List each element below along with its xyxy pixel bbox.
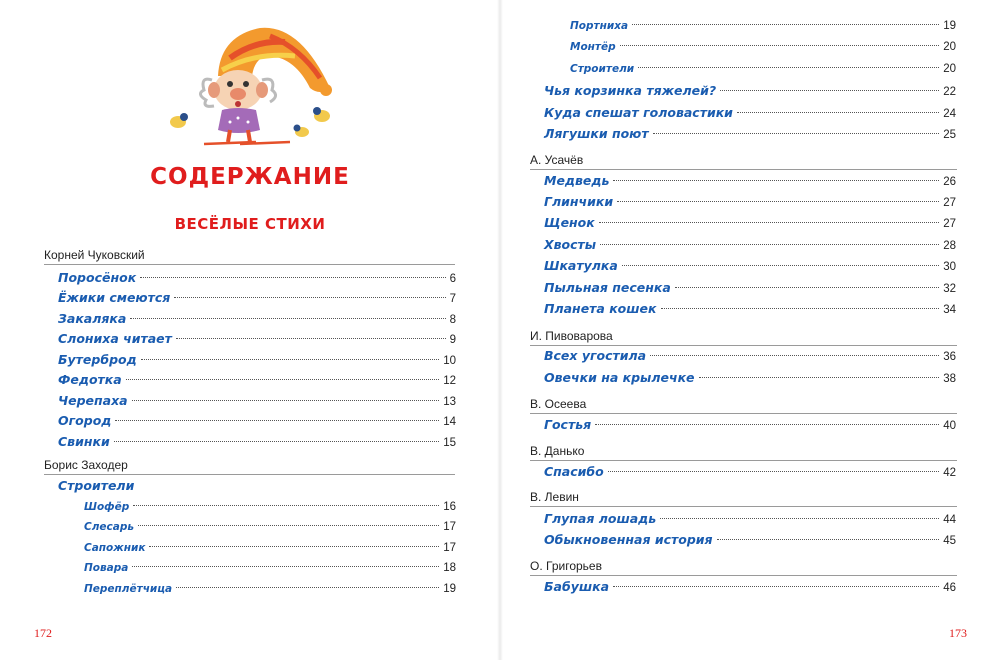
- toc-subentry[interactable]: [84, 580, 456, 598]
- dot-leader: [622, 265, 939, 266]
- dot-leader: [132, 400, 440, 401]
- entry-title: Бабушка: [544, 579, 610, 594]
- dot-leader: [595, 424, 939, 425]
- toc-entry[interactable]: [544, 416, 956, 434]
- author-rule: [530, 345, 957, 346]
- entry-title: Портниха: [570, 20, 629, 32]
- entry-title: Свинки: [58, 434, 110, 449]
- toc-subentry[interactable]: [84, 498, 456, 516]
- entry-title: Щенок: [544, 215, 595, 230]
- author-rule: [44, 474, 455, 475]
- toc-entry[interactable]: [58, 371, 456, 389]
- entry-page: 6: [449, 273, 456, 285]
- dot-leader: [737, 112, 939, 113]
- dot-leader: [632, 24, 939, 25]
- entry-page: 28: [943, 240, 956, 252]
- entry-page: 44: [943, 514, 956, 526]
- dot-leader: [115, 420, 439, 421]
- gnome-illustration: [160, 18, 340, 148]
- entry-page: 17: [443, 542, 456, 554]
- toc-subentry[interactable]: [570, 17, 956, 35]
- left-page: [0, 0, 500, 660]
- toc-entry[interactable]: [544, 300, 956, 318]
- toc-entry[interactable]: [544, 214, 956, 232]
- toc-entry[interactable]: [544, 193, 956, 211]
- author-name: И. Пивоварова: [530, 329, 613, 343]
- dot-leader: [613, 180, 939, 181]
- dot-leader: [141, 359, 439, 360]
- entry-page: 30: [943, 261, 956, 273]
- dot-leader: [140, 277, 445, 278]
- toc-entry[interactable]: [544, 82, 956, 100]
- entry-title: Куда спешат головастики: [544, 105, 733, 120]
- dot-leader: [699, 377, 940, 378]
- dot-leader: [660, 518, 939, 519]
- dot-leader: [653, 133, 940, 134]
- entry-title: Планета кошек: [544, 301, 657, 316]
- entry-page: 45: [943, 535, 956, 547]
- toc-entry[interactable]: [544, 279, 956, 297]
- dot-leader: [126, 379, 439, 380]
- dot-leader: [608, 471, 939, 472]
- entry-page: 18: [443, 562, 456, 574]
- dot-leader: [132, 566, 439, 567]
- toc-subentry[interactable]: [570, 38, 956, 56]
- entry-page: 27: [943, 197, 956, 209]
- dot-leader: [130, 318, 445, 319]
- author-rule: [530, 169, 957, 170]
- entry-title: Закаляка: [58, 311, 127, 326]
- entry-page: 13: [443, 396, 456, 408]
- author-name: О. Григорьев: [530, 559, 602, 573]
- dot-leader: [661, 308, 940, 309]
- toc-entry[interactable]: [58, 351, 456, 369]
- toc-entry[interactable]: [544, 510, 956, 528]
- entry-title: Сапожник: [84, 542, 146, 554]
- right-page: [500, 0, 1001, 660]
- toc-subentry[interactable]: [570, 60, 956, 78]
- dot-leader: [176, 338, 446, 339]
- toc-entry[interactable]: [58, 269, 456, 287]
- toc-entry[interactable]: [544, 172, 956, 190]
- entry-title: Овечки на крылечке: [544, 370, 695, 385]
- entry-page: 10: [443, 355, 456, 367]
- entry-title: Глинчики: [544, 194, 614, 209]
- dot-leader: [617, 201, 939, 202]
- toc-subentry[interactable]: [84, 539, 456, 557]
- entry-page: 46: [943, 582, 956, 594]
- entry-title: Огород: [58, 413, 112, 428]
- toc-entry[interactable]: [58, 433, 456, 451]
- dot-leader: [599, 222, 939, 223]
- entry-page: 27: [943, 218, 956, 230]
- toc-entry[interactable]: [58, 392, 456, 410]
- dot-leader: [638, 67, 939, 68]
- toc-entry[interactable]: [544, 463, 956, 481]
- toc-entry[interactable]: [544, 236, 956, 254]
- dot-leader: [620, 45, 940, 46]
- entry-page: 14: [443, 416, 456, 428]
- dot-leader: [174, 297, 445, 298]
- dot-leader: [720, 90, 939, 91]
- entry-page: 19: [443, 583, 456, 595]
- author-rule: [530, 460, 957, 461]
- entry-page: 19: [943, 20, 956, 32]
- entry-page: 7: [449, 293, 456, 305]
- entry-page: 20: [943, 63, 956, 75]
- entry-page: 36: [943, 351, 956, 363]
- toc-entry[interactable]: [58, 330, 456, 348]
- entry-title: Повара: [84, 562, 129, 574]
- author-rule: [530, 575, 957, 576]
- author-rule: [44, 264, 455, 265]
- contents-title: СОДЕРЖАНИЕ: [150, 164, 350, 190]
- author-name: Корней Чуковский: [44, 248, 145, 262]
- dot-leader: [138, 525, 439, 526]
- entry-page: 38: [943, 373, 956, 385]
- toc-entry[interactable]: [58, 289, 456, 307]
- dot-leader: [613, 586, 939, 587]
- dot-leader: [717, 539, 940, 540]
- entry-title: Всех угостила: [544, 348, 647, 363]
- entry-title: Чья корзинка тяжелей?: [544, 83, 717, 98]
- toc-entry[interactable]: [58, 412, 456, 430]
- entry-page: 24: [943, 108, 956, 120]
- entry-title: Монтёр: [570, 41, 616, 53]
- entry-title: Медведь: [544, 173, 610, 188]
- toc-subentry[interactable]: [84, 518, 456, 536]
- entry-page: 26: [943, 176, 956, 188]
- entry-title: Хвосты: [544, 237, 597, 252]
- author-name: В. Осеева: [530, 397, 587, 411]
- entry-title: Черепаха: [58, 393, 128, 408]
- toc-entry[interactable]: [544, 257, 956, 275]
- section-title: ВЕСЁЛЫЕ СТИХИ: [174, 215, 326, 233]
- entry-page: 12: [443, 375, 456, 387]
- entry-page: 20: [943, 41, 956, 53]
- dot-leader: [600, 244, 939, 245]
- author-name: В. Данько: [530, 444, 585, 458]
- entry-title: Глупая лошадь: [544, 511, 657, 526]
- entry-title: Слесарь: [84, 521, 134, 533]
- entry-title: Гостья: [544, 417, 592, 432]
- dot-leader: [675, 287, 939, 288]
- author-name: Борис Заходер: [44, 458, 128, 472]
- entry-page: 42: [943, 467, 956, 479]
- dot-leader: [149, 546, 439, 547]
- entry-page: 32: [943, 283, 956, 295]
- entry-title: Бутерброд: [58, 352, 137, 367]
- entry-page: 17: [443, 521, 456, 533]
- page-number-left: 172: [34, 626, 52, 640]
- entry-title: Переплётчица: [84, 583, 173, 595]
- author-name: В. Левин: [530, 490, 579, 504]
- toc-entry[interactable]: [58, 310, 456, 328]
- entry-title: Пыльная песенка: [544, 280, 671, 295]
- entry-page: 25: [943, 129, 956, 141]
- entry-page: 9: [449, 334, 456, 346]
- author-rule: [530, 413, 957, 414]
- entry-page: 16: [443, 501, 456, 513]
- toc-entry[interactable]: [544, 104, 956, 122]
- toc-entry[interactable]: [544, 531, 956, 549]
- entry-page: 15: [443, 437, 456, 449]
- toc-entry[interactable]: [544, 578, 956, 596]
- toc-entry[interactable]: [544, 369, 956, 387]
- entry-title: Шкатулка: [544, 258, 618, 273]
- entry-title: Шофёр: [84, 501, 130, 513]
- entry-page: 22: [943, 86, 956, 98]
- entry-page: 34: [943, 304, 956, 316]
- entry-title: Лягушки поют: [544, 126, 649, 141]
- entry-title: Спасибо: [544, 464, 604, 479]
- entry-title: Обыкновенная история: [544, 532, 713, 547]
- toc-heading[interactable]: [58, 477, 258, 495]
- author-name: А. Усачёв: [530, 153, 584, 167]
- toc-entry[interactable]: [544, 347, 956, 365]
- entry-title: Поросёнок: [58, 270, 137, 285]
- entry-title: Строители: [570, 63, 635, 75]
- entry-title: Слониха читает: [58, 331, 172, 346]
- toc-entry[interactable]: [544, 125, 956, 143]
- entry-title: Федотка: [58, 372, 122, 387]
- entry-page: 40: [943, 420, 956, 432]
- heading-title: Строители: [58, 478, 135, 493]
- dot-leader: [650, 355, 939, 356]
- toc-subentry[interactable]: [84, 559, 456, 577]
- dot-leader: [133, 505, 439, 506]
- entry-title: Ёжики смеются: [58, 290, 171, 305]
- author-rule: [530, 506, 957, 507]
- dot-leader: [176, 587, 439, 588]
- page-number-right: 173: [949, 626, 967, 640]
- entry-page: 8: [449, 314, 456, 326]
- dot-leader: [114, 441, 439, 442]
